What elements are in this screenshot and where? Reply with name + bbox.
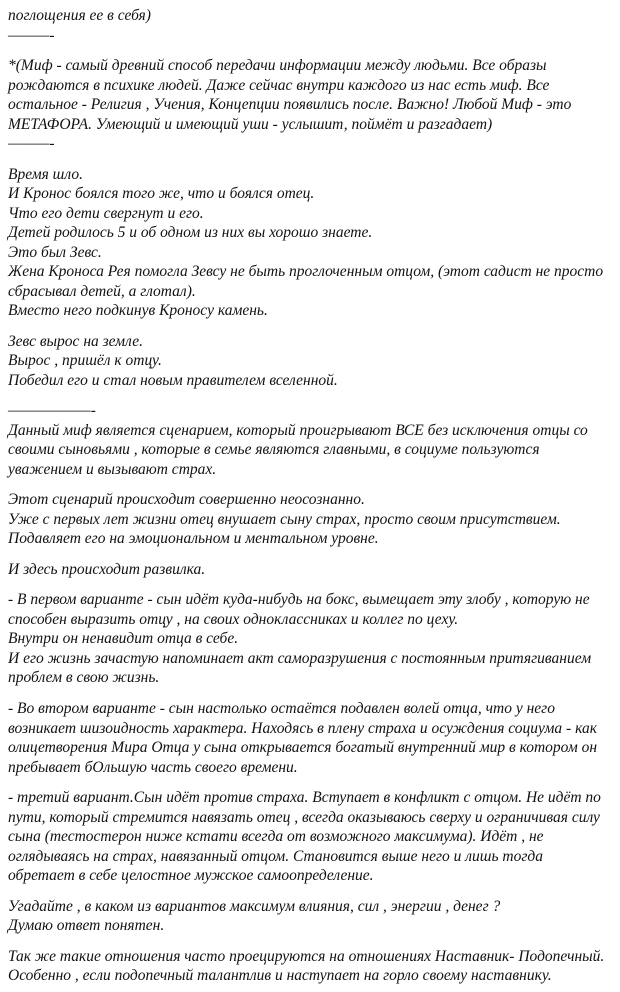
text-line: И здесь происходит развилка. [8, 560, 206, 578]
blank-line [8, 936, 611, 947]
text-line: Вырос , пришёл к отцу. [8, 352, 162, 370]
text-line: ———- [8, 135, 55, 153]
blank-line [8, 390, 611, 401]
blank-line [8, 45, 611, 56]
text-line: Это был Зевс. [8, 243, 102, 261]
text-line: Что его дети свергнут и его. [8, 204, 204, 222]
blank-line [8, 479, 611, 490]
text-line: Данный миф является сценарием, который проигрывают ВСЕ без исключения отцы со своими сыновьями , которые в семье являются главными, в социуме пользуются уважением и вызывают страх. [8, 421, 592, 478]
text-line: Внутри он ненавидит отца в себе. [8, 630, 239, 648]
text-line: Думаю ответ понятен. [8, 917, 165, 935]
text-line: - Во втором варианте - сын настолько остаётся подавлен волей отца, что у него возникает шизоидность характера. Находясь в плену страха и осуждения социума - как олицетворения Мира Отца у сына открывается богатый внутренний мир в котором он пребывает бОльшую часть своего времени. [8, 699, 601, 776]
blank-line [8, 688, 611, 699]
text-line: ——————- [8, 402, 96, 420]
document-text [8, 6, 611, 986]
text-line: Победил его и стал новым правителем вселенной. [8, 371, 338, 389]
text-line: Зевс вырос на земле. [8, 332, 143, 350]
text-line: Угадайте , в каком из вариантов максимум влияния, сил , энергии , денег ? [8, 897, 501, 915]
text-line: Уже с первых лет жизни отец внушает сыну страх, просто своим присутствием. [8, 510, 561, 528]
text-line: ———- [8, 26, 55, 44]
text-line: Детей родилось 5 и об одном из них вы хорошо знаете. [8, 224, 373, 242]
text-line: Вместо него подкинув Кроносу камень. [8, 302, 268, 320]
text-line: *(Миф - самый древний способ передачи информации между людьми. Все образы рождаются в психике людей. Даже сейчас внутри каждого из нас есть миф. Все остальное - Религия , Учения, Концепции появились после. Важно! Любой Миф - это МЕТАФОРА. Умеющий и имеющий уши - услышит, поймёт и разгадает) [8, 57, 576, 133]
text-line: Особенно , если подопечный талантлив и наступает на горло своему наставнику. [8, 967, 552, 985]
blank-line [8, 549, 611, 560]
text-line: - третий вариант.Сын идёт против страха. Вступает в конфликт с отцом. Не идёт по пути, который стремится навязать отец , всегда оказываюсь сверху и ограничивая силу сына (тестостерон ниже кстати всегда от возможного максимума). Идёт , не оглядываясь на страх, навязанный отцом. Становится выше него и лишь тогда обретает в себе целостное мужское самоопределение. [8, 789, 605, 885]
text-line: Подавляет его на эмоциональном и ментальном уровне. [8, 530, 379, 548]
text-line: Время шло. [8, 165, 83, 183]
blank-line [8, 777, 611, 788]
blank-line [8, 321, 611, 332]
text-line: Жена Кроноса Рея помогла Зевсу не быть проглоченным отцом, (этот садист не просто сбрасывал детей, а глотал). [8, 263, 607, 300]
blank-line [8, 154, 611, 165]
blank-line [8, 579, 611, 590]
text-line: поглощения ее в себя) [8, 7, 151, 24]
text-line: - В первом варианте - сын идёт куда-нибудь на бокс, вымещает эту злобу , которую не способен выразить отцу , на своих одноклассниках и коллег по цеху. [8, 591, 594, 628]
text-line: И его жизнь зачастую напоминает акт саморазрушения с постоянным притягиванием проблем в свою жизнь. [8, 649, 595, 687]
text-line: Этот сценарий происходит совершенно неосознанно. [8, 491, 365, 509]
text-line: Так же такие отношения часто проецируются на отношениях Наставник- Подопечный. [8, 947, 605, 965]
text-line: И Кронос боялся того же, что и боялся отец. [8, 185, 315, 203]
blank-line [8, 886, 611, 897]
